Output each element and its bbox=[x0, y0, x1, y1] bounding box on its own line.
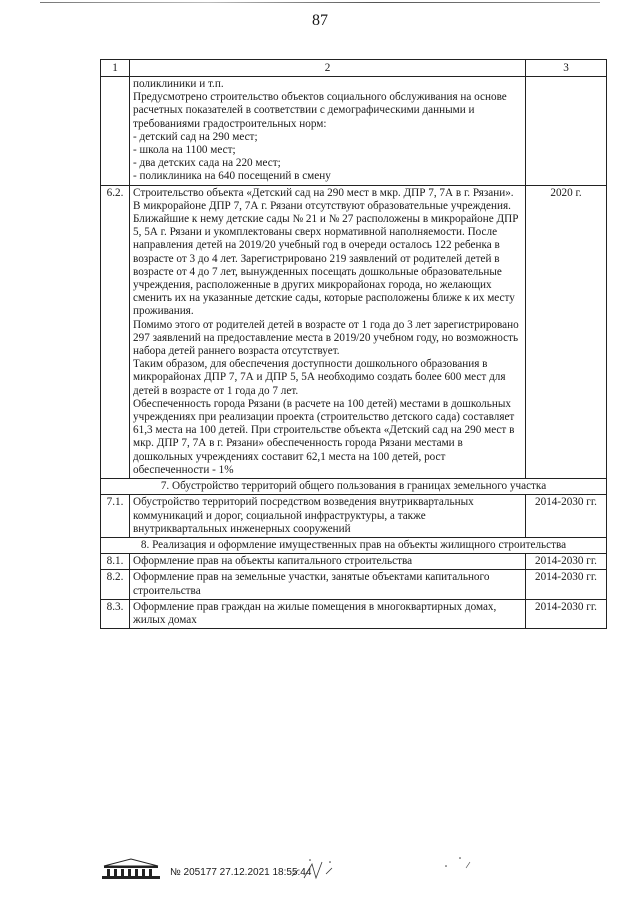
row-period: 2014-2030 гг. bbox=[526, 570, 607, 599]
row-number: 8.1. bbox=[101, 554, 130, 570]
row-period: 2014-2030 гг. bbox=[526, 495, 607, 538]
row-period: 2020 г. bbox=[526, 185, 607, 478]
row-number bbox=[101, 77, 130, 186]
row-period bbox=[526, 77, 607, 186]
scan-edge-line bbox=[40, 2, 600, 3]
scan-dust-marks bbox=[440, 852, 480, 872]
table-row bbox=[101, 185, 607, 478]
description-paragraph: Таким образом, для обеспечения доступности дошкольного образования в микрорайонах ДПР 7, 7А и ДПР 5, 5А необходимо создать более 600 мест для детей в возрасте от 1 года до 7 лет. bbox=[133, 358, 506, 397]
header-col-2: 2 bbox=[130, 60, 526, 77]
description-paragraph: Помимо этого от родителей детей в возрасте от 1 года до 3 лет зарегистрировано 297 заявлений на предоставление места в 2019/20 учебном году, но возможность набора детей раннего возраста отсутствует. bbox=[133, 318, 519, 358]
row-period: 2014-2030 гг. bbox=[526, 599, 607, 628]
header-col-3: 3 bbox=[526, 60, 607, 77]
row-number: 8.3. bbox=[101, 599, 130, 628]
table-header-row bbox=[101, 60, 607, 77]
description-paragraph: Обустройство территорий посредством возведения внутриквартальных коммуникаций и дорог, социальной инфраструктуры, а также внутриквартальных инженерных сооружений bbox=[133, 496, 474, 535]
document-footer bbox=[100, 850, 600, 880]
table-row bbox=[101, 495, 607, 538]
table-row bbox=[101, 599, 607, 628]
table-row bbox=[101, 77, 607, 186]
description-paragraph: Оформление прав на земельные участки, занятые объектами капитального строительства bbox=[133, 571, 490, 597]
description-paragraph: - детский сад на 290 мест; bbox=[133, 130, 258, 143]
row-number: 8.2. bbox=[101, 570, 130, 599]
building-emblem-icon bbox=[100, 858, 162, 880]
row-number: 6.2. bbox=[101, 185, 130, 478]
section-row bbox=[101, 479, 607, 495]
description-paragraph: Обеспеченность города Рязани (в расчете на 100 детей) местами в дошкольных учреждениях при реализации проекта (строительство детского сада) составляет 61,3 места на 100 детей. При строительстве объекта «Детский сад на 290 мест в мкр. ДПР 7, 7А в г. Рязани» обеспеченность города Рязани местами в дошкольных учреждениях составит 62,1 места на 100 детей, рост обеспеченности - 1% bbox=[133, 397, 515, 476]
row-description bbox=[130, 599, 526, 628]
row-description bbox=[130, 77, 526, 186]
row-period: 2014-2030 гг. bbox=[526, 554, 607, 570]
section-row bbox=[101, 537, 607, 553]
description-paragraph: поликлиники и т.п. bbox=[133, 78, 224, 90]
description-paragraph: Предусмотрено строительство объектов социального обслуживания на основе расчетных показателей в соответствии с демографическими данными и требованиями градостроительных норм: bbox=[133, 91, 507, 130]
row-description bbox=[130, 185, 526, 478]
header-col-1: 1 bbox=[101, 60, 130, 77]
row-description bbox=[130, 495, 526, 538]
signature-scribble bbox=[290, 856, 350, 882]
document-timestamp: 27.12.2021 18:55:44 bbox=[219, 867, 312, 878]
description-paragraph: В микрорайоне ДПР 7, 7А г. Рязани отсутствуют образовательные учреждения. Ближайшие к нему детские сады № 21 и № 27 расположены в микрорайоне ДПР 5, 5А г. Рязани и укомплектованы сверх нормативной наполняемости. После направления детей на 2019/20 учебный год в очереди осталось 122 ребенка в возрасте от 3 до 4 лет. Зарегистрировано 219 заявлений от родителей детей в возрасте от 4 до 7 лет, вынужденных посещать дошкольные образовательные учреждения, расположенные в других микрорайонах города, но желающих сменить их на указанные детские сады, которые расположены ближе к их месту проживания. bbox=[133, 199, 519, 318]
description-paragraph: Оформление прав на объекты капитального строительства bbox=[133, 555, 413, 568]
section-title: 7. Обустройство территорий общего пользования в границах земельного участка bbox=[101, 479, 607, 495]
table-row bbox=[101, 554, 607, 570]
table-row bbox=[101, 570, 607, 599]
document-number: № 205177 bbox=[170, 867, 217, 878]
page-number: 87 bbox=[312, 12, 328, 29]
description-paragraph: Оформление прав граждан на жилые помещения в многоквартирных домах, жилых домах bbox=[133, 600, 497, 626]
row-number: 7.1. bbox=[101, 495, 130, 538]
description-paragraph: Строительство объекта «Детский сад на 290 мест в мкр. ДПР 7, 7А в г. Рязани». bbox=[133, 186, 514, 199]
row-description bbox=[130, 570, 526, 599]
description-paragraph: - поликлиника на 640 посещений в смену bbox=[133, 170, 331, 183]
description-paragraph: - два детских сада на 220 мест; bbox=[133, 157, 281, 170]
description-paragraph: - школа на 1100 мест; bbox=[133, 144, 236, 157]
row-description bbox=[130, 554, 526, 570]
measures-table bbox=[100, 59, 607, 629]
section-title: 8. Реализация и оформление имущественных прав на объекты жилищного строительства bbox=[101, 537, 607, 553]
